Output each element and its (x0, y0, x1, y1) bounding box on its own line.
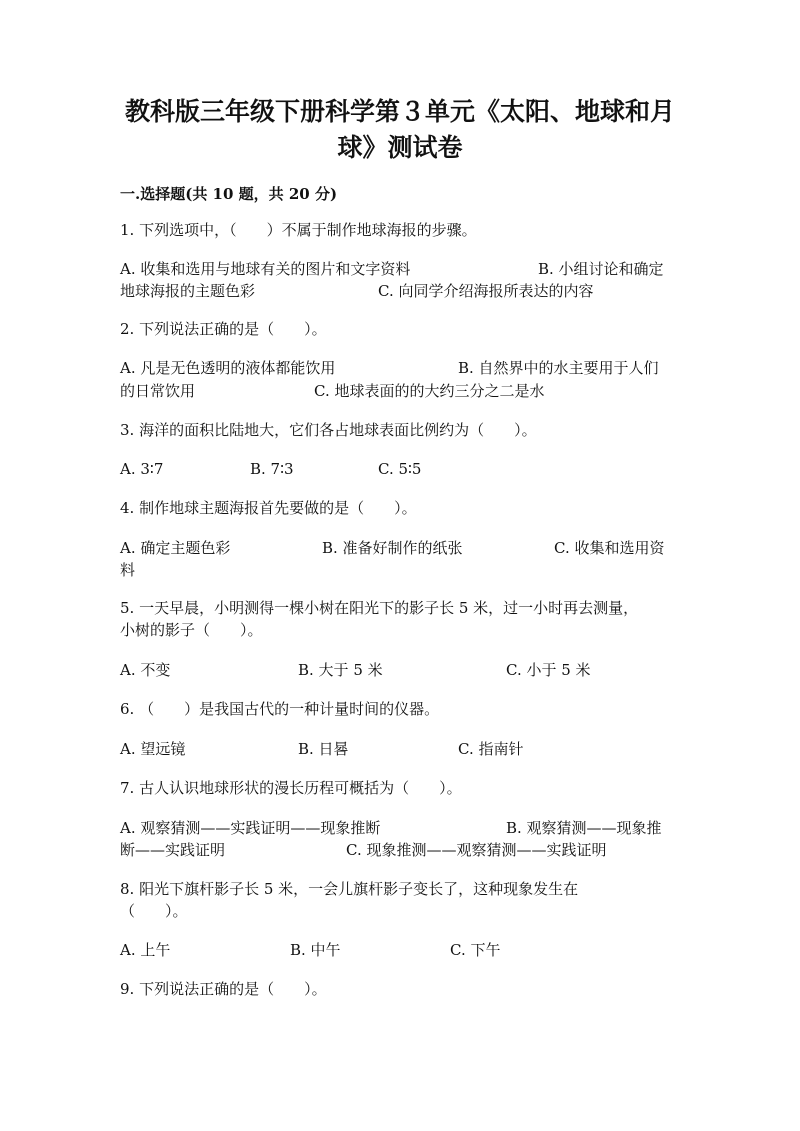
question-7-option-c: C. 现象推测——观察猜测——实践证明 (346, 841, 607, 859)
question-7-option-b: B. 观察猜测——现象推 (506, 819, 662, 837)
question-5-stem-line-2: 小树的影子（ ）。 (120, 621, 263, 639)
question-1-option-b-continued: 地球海报的主题色彩 (120, 282, 256, 300)
question-2-option-b: B. 自然界中的水主要用于人们 (458, 359, 659, 377)
question-5-option-b: B. 大于 5 米 (298, 661, 383, 679)
question-7-stem: 7. 古人认识地球形状的漫长历程可概括为（ ）。 (120, 779, 462, 797)
question-6-option-c: C. 指南针 (458, 740, 524, 758)
question-3-stem: 3. 海洋的面积比陆地大，它们各占地球表面比例约为（ ）。 (120, 421, 537, 439)
question-6-option-b: B. 日晷 (298, 740, 349, 758)
document-title (120, 94, 680, 166)
question-9-stem: 9. 下列说法正确的是（ ）。 (120, 980, 327, 998)
question-1-option-c: C. 向同学介绍海报所表达的内容 (378, 282, 594, 300)
question-2-option-b-continued: 的日常饮用 (120, 382, 196, 400)
question-2-option-a: A. 凡是无色透明的液体都能饮用 (120, 359, 336, 377)
section-heading: 一.选择题(共 10 题，共 20 分) (120, 185, 338, 203)
question-8-stem-line-1: 8. 阳光下旗杆影子长 5 米，一会儿旗杆影子变长了，这种现象发生在 (120, 880, 579, 898)
question-2-option-c: C. 地球表面的的大约三分之二是水 (314, 382, 545, 400)
question-7-option-a: A. 观察猜测——实践证明——现象推断 (120, 819, 381, 837)
question-7-option-b-continued: 断——实践证明 (120, 841, 226, 859)
question-5-option-c: C. 小于 5 米 (506, 661, 591, 679)
question-4-option-a: A. 确定主题色彩 (120, 539, 231, 557)
question-1-option-a: A. 收集和选用与地球有关的图片和文字资料 (120, 260, 411, 278)
question-6-stem: 6. （ ）是我国古代的一种计量时间的仪器。 (120, 700, 440, 718)
question-4-option-c-continued: 料 (120, 561, 136, 579)
question-3-option-c: C. 5∶5 (378, 460, 422, 478)
question-8-option-b: B. 中午 (290, 941, 341, 959)
title-line-2: 球》测试卷 (337, 133, 463, 162)
question-8-option-a: A. 上午 (120, 941, 171, 959)
question-1-option-b: B. 小组讨论和确定 (538, 260, 664, 278)
question-5-stem-line-1: 5. 一天早晨，小明测得一棵小树在阳光下的影子长 5 米，过一小时再去测量， (120, 599, 639, 617)
question-1-stem: 1. 下列选项中，（ ）不属于制作地球海报的步骤。 (120, 221, 477, 239)
question-4-option-c: C. 收集和选用资 (554, 539, 665, 557)
question-4-stem: 4. 制作地球主题海报首先要做的是（ ）。 (120, 499, 417, 517)
question-3-option-b: B. 7∶3 (250, 460, 294, 478)
question-8-stem-line-2: （ ）。 (120, 902, 188, 920)
question-2-stem: 2. 下列说法正确的是（ ）。 (120, 320, 327, 338)
title-line-1: 教科版三年级下册科学第３单元《太阳、地球和月 (124, 97, 675, 126)
question-8-option-c: C. 下午 (450, 941, 501, 959)
question-6-option-a: A. 望远镜 (120, 740, 186, 758)
question-4-option-b: B. 准备好制作的纸张 (322, 539, 463, 557)
question-3-option-a: A. 3∶7 (120, 460, 164, 478)
question-5-option-a: A. 不变 (120, 661, 171, 679)
